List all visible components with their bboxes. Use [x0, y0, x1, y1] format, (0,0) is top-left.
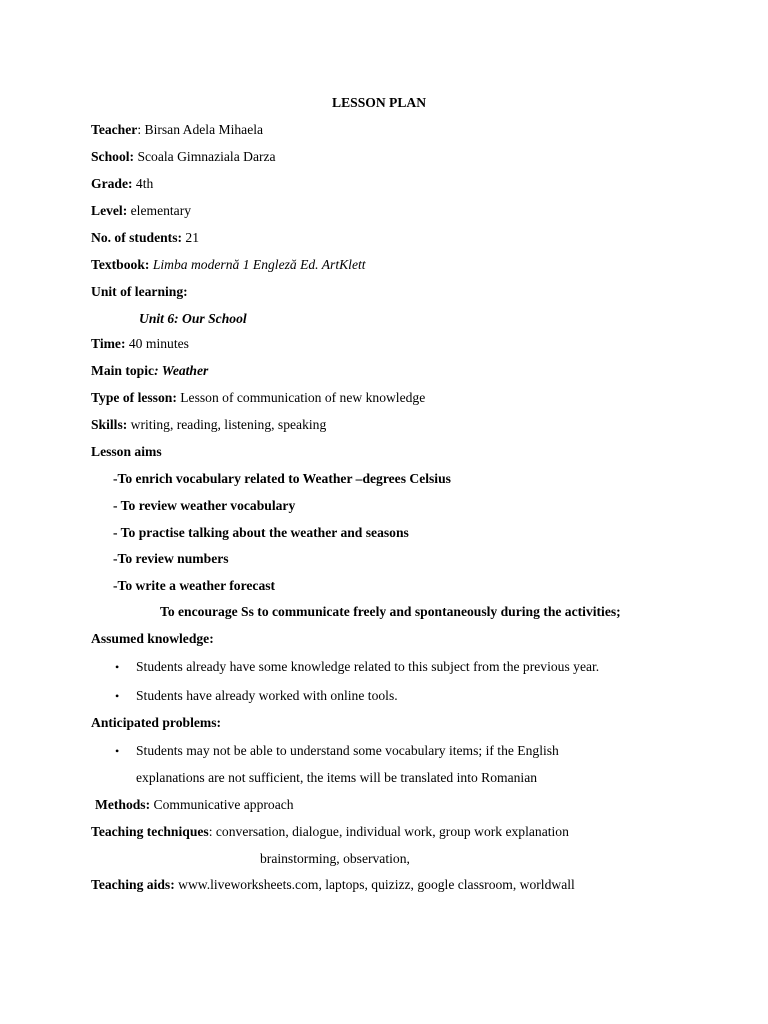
main-topic-label: Main topic — [91, 363, 155, 378]
skills-label: Skills: — [91, 417, 128, 432]
students-line — [91, 229, 199, 247]
type-of-lesson-value: Lesson of communication of new knowledge — [176, 390, 426, 405]
level-value: elementary — [127, 203, 192, 218]
methods-line — [95, 796, 294, 814]
aim-encourage: To encourage Ss to communicate freely and spontaneously during the activities; — [160, 604, 621, 619]
textbook-line — [91, 256, 366, 274]
grade-label: Grade: — [91, 176, 133, 191]
assumed-knowledge-label: Assumed knowledge: — [91, 631, 214, 646]
type-of-lesson-label: Type of lesson: — [91, 390, 177, 405]
bullet-icon: • — [115, 689, 120, 703]
teacher-sep: : — [137, 122, 145, 137]
school-value: Scoala Gimnaziala Darza — [134, 149, 276, 164]
school-label: School: — [91, 149, 135, 164]
teacher-line — [91, 121, 263, 139]
methods-label: Methods: — [95, 797, 151, 812]
grade-value: 4th — [132, 176, 154, 191]
bullet-icon: • — [115, 744, 120, 758]
time-line — [91, 335, 189, 353]
grade-line — [91, 175, 153, 193]
type-of-lesson-line — [91, 389, 425, 407]
time-value: 40 minutes — [125, 336, 189, 351]
unit-value: Unit 6: Our School — [139, 311, 247, 326]
time-label: Time: — [91, 336, 126, 351]
assumed-item: Students have already worked with online tools. — [136, 688, 398, 703]
skills-line — [91, 416, 326, 434]
bullet-icon: • — [115, 660, 120, 674]
students-value: 21 — [182, 230, 200, 245]
teacher-value: Birsan Adela Mihaela — [144, 122, 264, 137]
textbook-value: Limba modernă 1 Engleză Ed. ArtKlett — [149, 257, 366, 272]
teaching-aids-label: Teaching aids: — [91, 877, 175, 892]
teacher-label: Teacher — [91, 122, 138, 137]
problem-item-line1: Students may not be able to understand some vocabulary items; if the English — [136, 743, 559, 758]
document-title: LESSON PLAN — [332, 95, 427, 110]
teaching-aids-line — [91, 876, 575, 894]
techniques-line — [91, 823, 569, 841]
techniques-value: : conversation, dialogue, individual work, group work explanation — [208, 824, 569, 839]
aim-item: -To review numbers — [113, 551, 229, 566]
methods-value: Communicative approach — [150, 797, 294, 812]
problem-item-line2: explanations are not sufficient, the items will be translated into Romanian — [136, 770, 538, 785]
anticipated-problems-label: Anticipated problems: — [91, 715, 222, 730]
students-label: No. of students: — [91, 230, 183, 245]
aim-item: -To write a weather forecast — [113, 578, 276, 593]
level-line — [91, 202, 191, 220]
level-label: Level: — [91, 203, 128, 218]
main-topic-value: : Weather — [154, 363, 209, 378]
unit-label: Unit of learning: — [91, 284, 188, 299]
aim-item: - To review weather vocabulary — [113, 498, 296, 513]
main-topic-line — [91, 362, 208, 380]
techniques-label: Teaching techniques — [91, 824, 209, 839]
teaching-aids-value: www.liveworksheets.com, laptops, quizizz, google classroom, worldwall — [174, 877, 575, 892]
techniques-continued: brainstorming, observation, — [260, 851, 410, 866]
assumed-item: Students already have some knowledge related to this subject from the previous year. — [136, 659, 600, 674]
skills-value: writing, reading, listening, speaking — [127, 417, 327, 432]
textbook-label: Textbook: — [91, 257, 150, 272]
school-line — [91, 148, 276, 166]
aims-label: Lesson aims — [91, 444, 162, 459]
aim-item: -To enrich vocabulary related to Weather –degrees Celsius — [113, 471, 451, 486]
aim-item: - To practise talking about the weather and seasons — [113, 525, 409, 540]
